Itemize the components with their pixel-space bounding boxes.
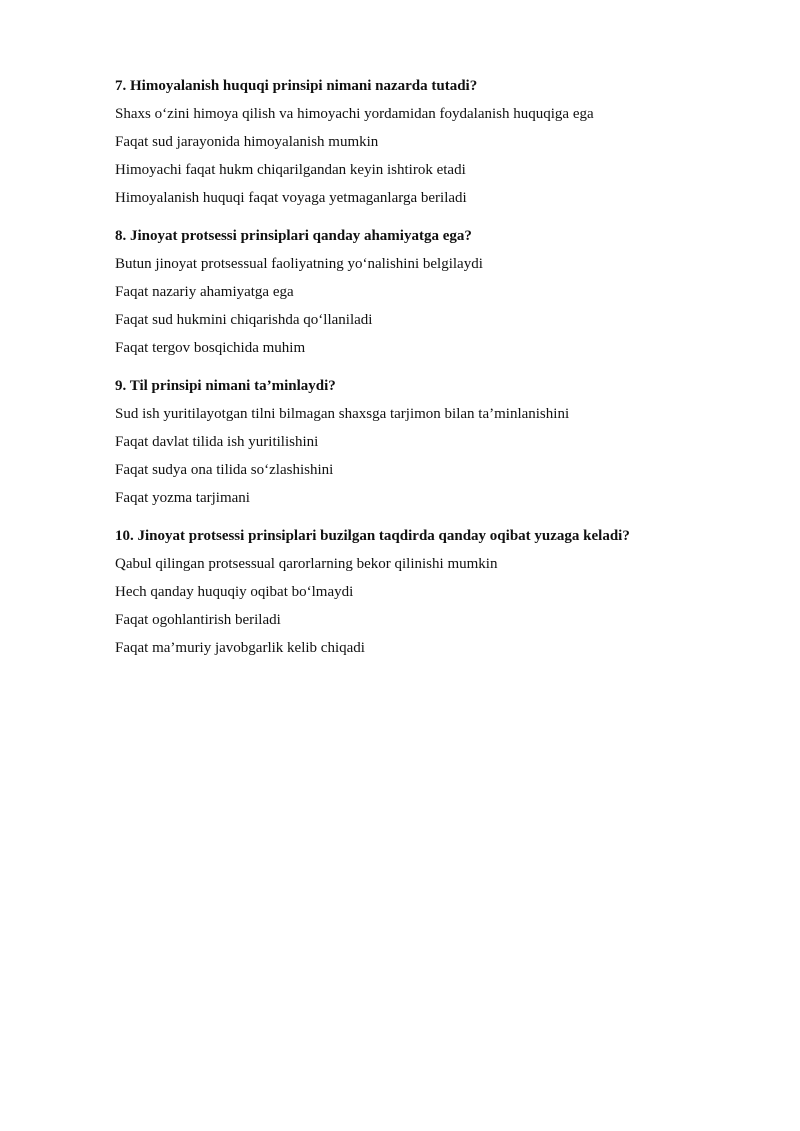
answer-option: Hech qanday huquqiy oqibat bo‘lmaydi (115, 584, 354, 600)
question-title: 9. Til prinsipi nimani ta’minlaydi? (115, 378, 336, 394)
answer-option: Faqat sudya ona tilida so‘zlashishini (115, 462, 334, 478)
document-page (115, 76, 755, 676)
answer-option: Faqat sud jarayonida himoyalanish mumkin (115, 134, 379, 150)
answer-option: Butun jinoyat protsessual faoliyatning yo‘nalishini belgilaydi (115, 256, 483, 272)
answer-option: Himoyalanish huquqi faqat voyaga yetmaganlarga beriladi (115, 190, 467, 206)
question-title: 10. Jinoyat protsessi prinsiplari buzilgan taqdirda qanday oqibat yuzaga keladi? (115, 528, 630, 544)
question-7 (115, 76, 755, 208)
answer-option: Faqat ogohlantirish beriladi (115, 612, 281, 628)
answer-option: Qabul qilingan protsessual qarorlarning bekor qilinishi mumkin (115, 556, 498, 572)
answer-option: Faqat tergov bosqichida muhim (115, 340, 306, 356)
answer-option: Faqat yozma tarjimani (115, 490, 250, 506)
answer-option: Shaxs o‘zini himoya qilish va himoyachi yordamidan foydalanish huquqiga ega (115, 106, 594, 122)
answer-option: Sud ish yuritilayotgan tilni bilmagan shaxsga tarjimon bilan ta’minlanishini (115, 406, 570, 422)
answer-option: Faqat sud hukmini chiqarishda qo‘llaniladi (115, 312, 373, 328)
question-title: 7. Himoyalanish huquqi prinsipi nimani nazarda tutadi? (115, 78, 478, 94)
answer-option: Faqat ma’muriy javobgarlik kelib chiqadi (115, 640, 365, 656)
answer-option: Himoyachi faqat hukm chiqarilgandan keyin ishtirok etadi (115, 162, 466, 178)
answer-option: Faqat nazariy ahamiyatga ega (115, 284, 294, 300)
question-10 (115, 526, 755, 658)
question-8 (115, 226, 755, 358)
question-9 (115, 376, 755, 508)
question-title: 8. Jinoyat protsessi prinsiplari qanday ahamiyatga ega? (115, 228, 472, 244)
answer-option: Faqat davlat tilida ish yuritilishini (115, 434, 319, 450)
